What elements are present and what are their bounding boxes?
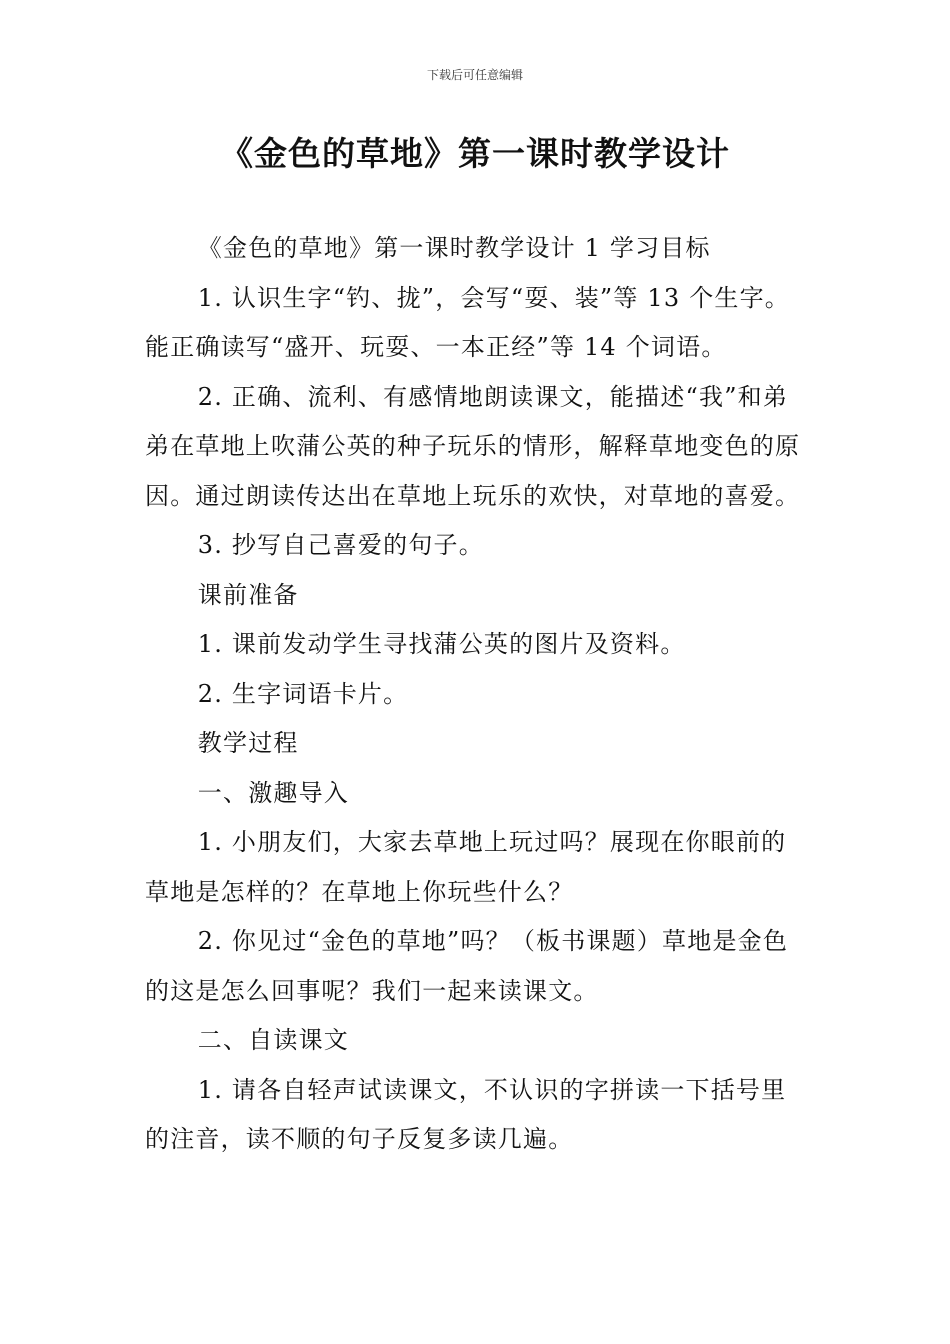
paragraph: 2. 正确、流利、有感情地朗读课文，能描述“我”和弟弟在草地上吹蒲公英的种子玩乐的情形，解释草地变色的原因。通过朗读传达出在草地上玩乐的欢快，对草地的喜爱。 bbox=[145, 382, 801, 510]
paragraph: 1. 请各自轻声试读课文，不认识的字拼读一下括号里的注音，读不顺的句子反复多读几遍。 bbox=[145, 1075, 787, 1153]
paragraph: 2. 生字词语卡片。 bbox=[197, 679, 409, 708]
header-note: 下载后可任意编辑 bbox=[426, 68, 523, 82]
paragraph: 1. 小朋友们，大家去草地上玩过吗？展现在你眼前的草地是怎样的？在草地上你玩些什么？ bbox=[145, 828, 787, 906]
paragraph: 3. 抄写自己喜爱的句子。 bbox=[197, 531, 484, 559]
document-title: 《金色的草地》第一课时教学设计 bbox=[220, 134, 730, 173]
paragraph: 《金色的草地》第一课时教学设计 1 学习目标 bbox=[197, 234, 711, 262]
section-heading: 一、激趣导入 bbox=[197, 778, 349, 807]
document-body bbox=[145, 224, 810, 1165]
section-heading: 教学过程 bbox=[197, 729, 299, 757]
section-heading: 二、自读课文 bbox=[197, 1026, 349, 1054]
paragraph: 2. 你见过“金色的草地”吗？（板书课题）草地是金色的这是怎么回事呢？我们一起来读课文。 bbox=[145, 927, 789, 1005]
paragraph: 1. 课前发动学生寻找蒲公英的图片及资料。 bbox=[197, 630, 686, 658]
paragraph: 1. 认识生字“钓、拢”，会写“耍、装”等 13 个生字。能正确读写“盛开、玩耍、一本正经”等 14 个词语。 bbox=[145, 283, 790, 361]
section-heading: 课前准备 bbox=[197, 580, 299, 609]
